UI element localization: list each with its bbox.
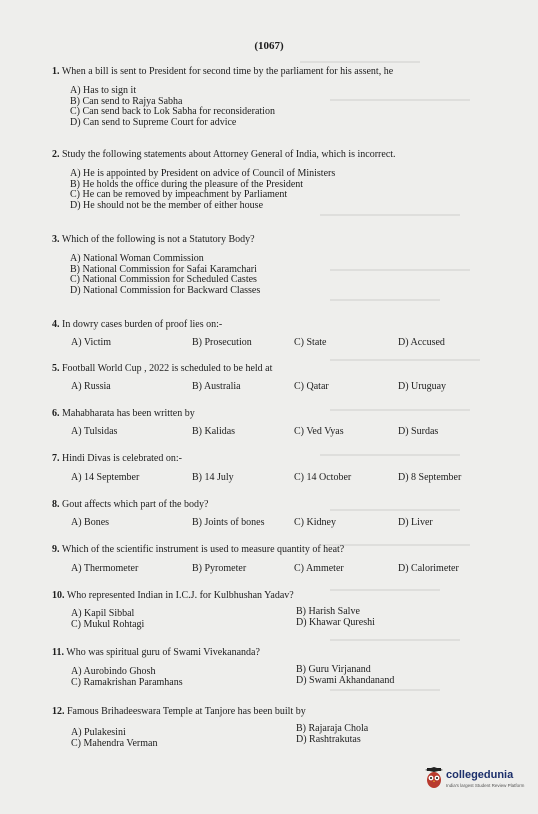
question-number: 9. bbox=[52, 544, 60, 555]
option-b: B) 14 July bbox=[192, 472, 234, 483]
question-number: 4. bbox=[52, 319, 60, 330]
question-10 bbox=[52, 590, 492, 602]
option-d: D) Calorimeter bbox=[398, 563, 459, 574]
option-c: C) Can send back to Lok Sabha for reconsideration bbox=[70, 106, 275, 117]
options-2 bbox=[70, 169, 335, 211]
option-c: C) He can be removed by impeachment by Parliament bbox=[70, 189, 288, 200]
option-a: A) Bones bbox=[71, 517, 110, 528]
question-5 bbox=[52, 363, 492, 375]
question-6 bbox=[52, 408, 492, 420]
option-c: C) Kidney bbox=[294, 517, 336, 528]
option-d: D) Can send to Supreme Court for advice bbox=[70, 116, 237, 128]
option-c: C) State bbox=[294, 337, 327, 348]
options-9 bbox=[71, 563, 481, 575]
question-text: Mahabharata has been written by bbox=[62, 408, 195, 419]
question-number: 6. bbox=[52, 408, 60, 419]
question-number: 8. bbox=[52, 499, 60, 510]
option-d: D) Swami Akhandanand bbox=[296, 675, 395, 686]
options-6 bbox=[71, 426, 481, 438]
option-b: B) Prosecution bbox=[192, 337, 252, 348]
option-c: C) Mukul Rohtagi bbox=[71, 619, 145, 630]
question-text: Which of the scientific instrument is used to measure quantity of heat? bbox=[61, 544, 345, 555]
options-1 bbox=[70, 86, 275, 128]
option-d: D) Khawar Qureshi bbox=[296, 617, 375, 628]
option-a: A) Thermometer bbox=[71, 563, 139, 574]
option-b: B) Joints of bones bbox=[192, 517, 265, 528]
question-text: Which of the following is not a Statutory Body? bbox=[61, 234, 255, 245]
question-8 bbox=[52, 499, 492, 511]
question-text: Study the following statements about Attorney General of India, which is incorrect. bbox=[62, 149, 396, 160]
options-3 bbox=[70, 254, 260, 296]
question-number: 3. bbox=[52, 234, 60, 245]
question-text: Gout affects which part of the body? bbox=[62, 499, 209, 510]
option-b: B) Australia bbox=[192, 381, 241, 392]
option-b: B) Rajaraja Chola bbox=[296, 723, 369, 734]
option-c: C) Ramakrishan Paramhans bbox=[71, 677, 183, 688]
question-4 bbox=[52, 319, 492, 331]
option-a: A) Aurobindo Ghosh bbox=[71, 666, 156, 677]
option-c: C) National Commission for Scheduled Castes bbox=[70, 274, 257, 285]
question-11 bbox=[52, 647, 492, 659]
option-d: D) 8 September bbox=[398, 472, 462, 483]
option-d: D) Liver bbox=[398, 517, 433, 528]
question-number: 12. bbox=[52, 706, 65, 717]
question-12 bbox=[52, 706, 492, 718]
option-b: B) Kalidas bbox=[192, 426, 236, 437]
collegedunia-logo bbox=[424, 766, 534, 796]
option-c: C) Ammeter bbox=[294, 563, 344, 574]
question-number: 10. bbox=[52, 590, 65, 601]
option-b: B) Harish Salve bbox=[296, 606, 360, 617]
question-number: 1. bbox=[52, 66, 60, 77]
owl-mascot-icon bbox=[424, 767, 444, 789]
options-7 bbox=[71, 472, 481, 484]
options-4 bbox=[71, 337, 481, 349]
option-d: D) Uruguay bbox=[398, 381, 447, 392]
option-a: A) He is appointed by President on advice of Council of Ministers bbox=[70, 168, 336, 179]
option-d: D) He should not be the member of either house bbox=[70, 199, 264, 211]
question-text: Who was spiritual guru of Swami Vivekananda? bbox=[66, 647, 260, 658]
logo-tagline: India's largest Student Review Platform bbox=[446, 783, 525, 788]
option-a: A) Russia bbox=[71, 381, 111, 392]
option-d: D) National Commission for Backward Classes bbox=[70, 284, 261, 296]
question-number: 5. bbox=[52, 363, 60, 374]
options-5 bbox=[71, 381, 481, 393]
question-number: 2. bbox=[52, 149, 60, 160]
option-b: B) Can send to Rajya Sabha bbox=[70, 95, 183, 107]
option-b: B) Pyrometer bbox=[192, 563, 247, 574]
option-b: B) He holds the office during the pleasure of the President bbox=[70, 178, 304, 190]
option-a: A) Kapil Sibbal bbox=[71, 608, 135, 619]
question-text: When a bill is sent to President for second time by the parliament for his assent, he bbox=[61, 66, 394, 77]
option-a: A) Pulakesini bbox=[71, 727, 126, 738]
page-number: (1067) bbox=[254, 40, 284, 52]
question-text: Football World Cup , 2022 is scheduled to be held at bbox=[62, 363, 273, 374]
question-1 bbox=[52, 66, 492, 78]
option-a: A) Tulsidas bbox=[71, 426, 118, 437]
question-number: 11. bbox=[52, 647, 64, 658]
option-d: D) Surdas bbox=[398, 426, 439, 437]
question-text: Hindi Divas is celebrated on:- bbox=[62, 453, 182, 464]
option-c: C) Mahendra Verman bbox=[71, 738, 158, 749]
option-a: A) Victim bbox=[71, 337, 112, 348]
option-a: A) Has to sign it bbox=[70, 85, 137, 96]
question-text: Who represented Indian in I.C.J. for Kulbhushan Yadav? bbox=[66, 590, 294, 601]
option-d: D) Rashtrakutas bbox=[296, 734, 361, 745]
option-a: A) National Woman Commission bbox=[70, 253, 204, 264]
option-a: A) 14 September bbox=[71, 472, 140, 483]
question-number: 7. bbox=[52, 453, 60, 464]
option-b: B) Guru Virjanand bbox=[296, 664, 371, 675]
question-text: Famous Brihadeeswara Temple at Tanjore has been built by bbox=[67, 706, 306, 717]
option-c: C) 14 October bbox=[294, 472, 352, 483]
option-c: C) Qatar bbox=[294, 381, 329, 392]
option-c: C) Ved Vyas bbox=[294, 426, 344, 437]
question-text: In dowry cases burden of proof lies on:- bbox=[62, 319, 223, 330]
logo-name: collegedunia bbox=[446, 769, 514, 781]
option-d: D) Accused bbox=[398, 337, 445, 348]
options-8 bbox=[71, 517, 481, 529]
question-7 bbox=[52, 453, 492, 465]
option-b: B) National Commission for Safai Karamchari bbox=[70, 263, 257, 275]
question-9 bbox=[52, 544, 492, 556]
question-3 bbox=[52, 234, 492, 246]
question-2 bbox=[52, 149, 492, 161]
